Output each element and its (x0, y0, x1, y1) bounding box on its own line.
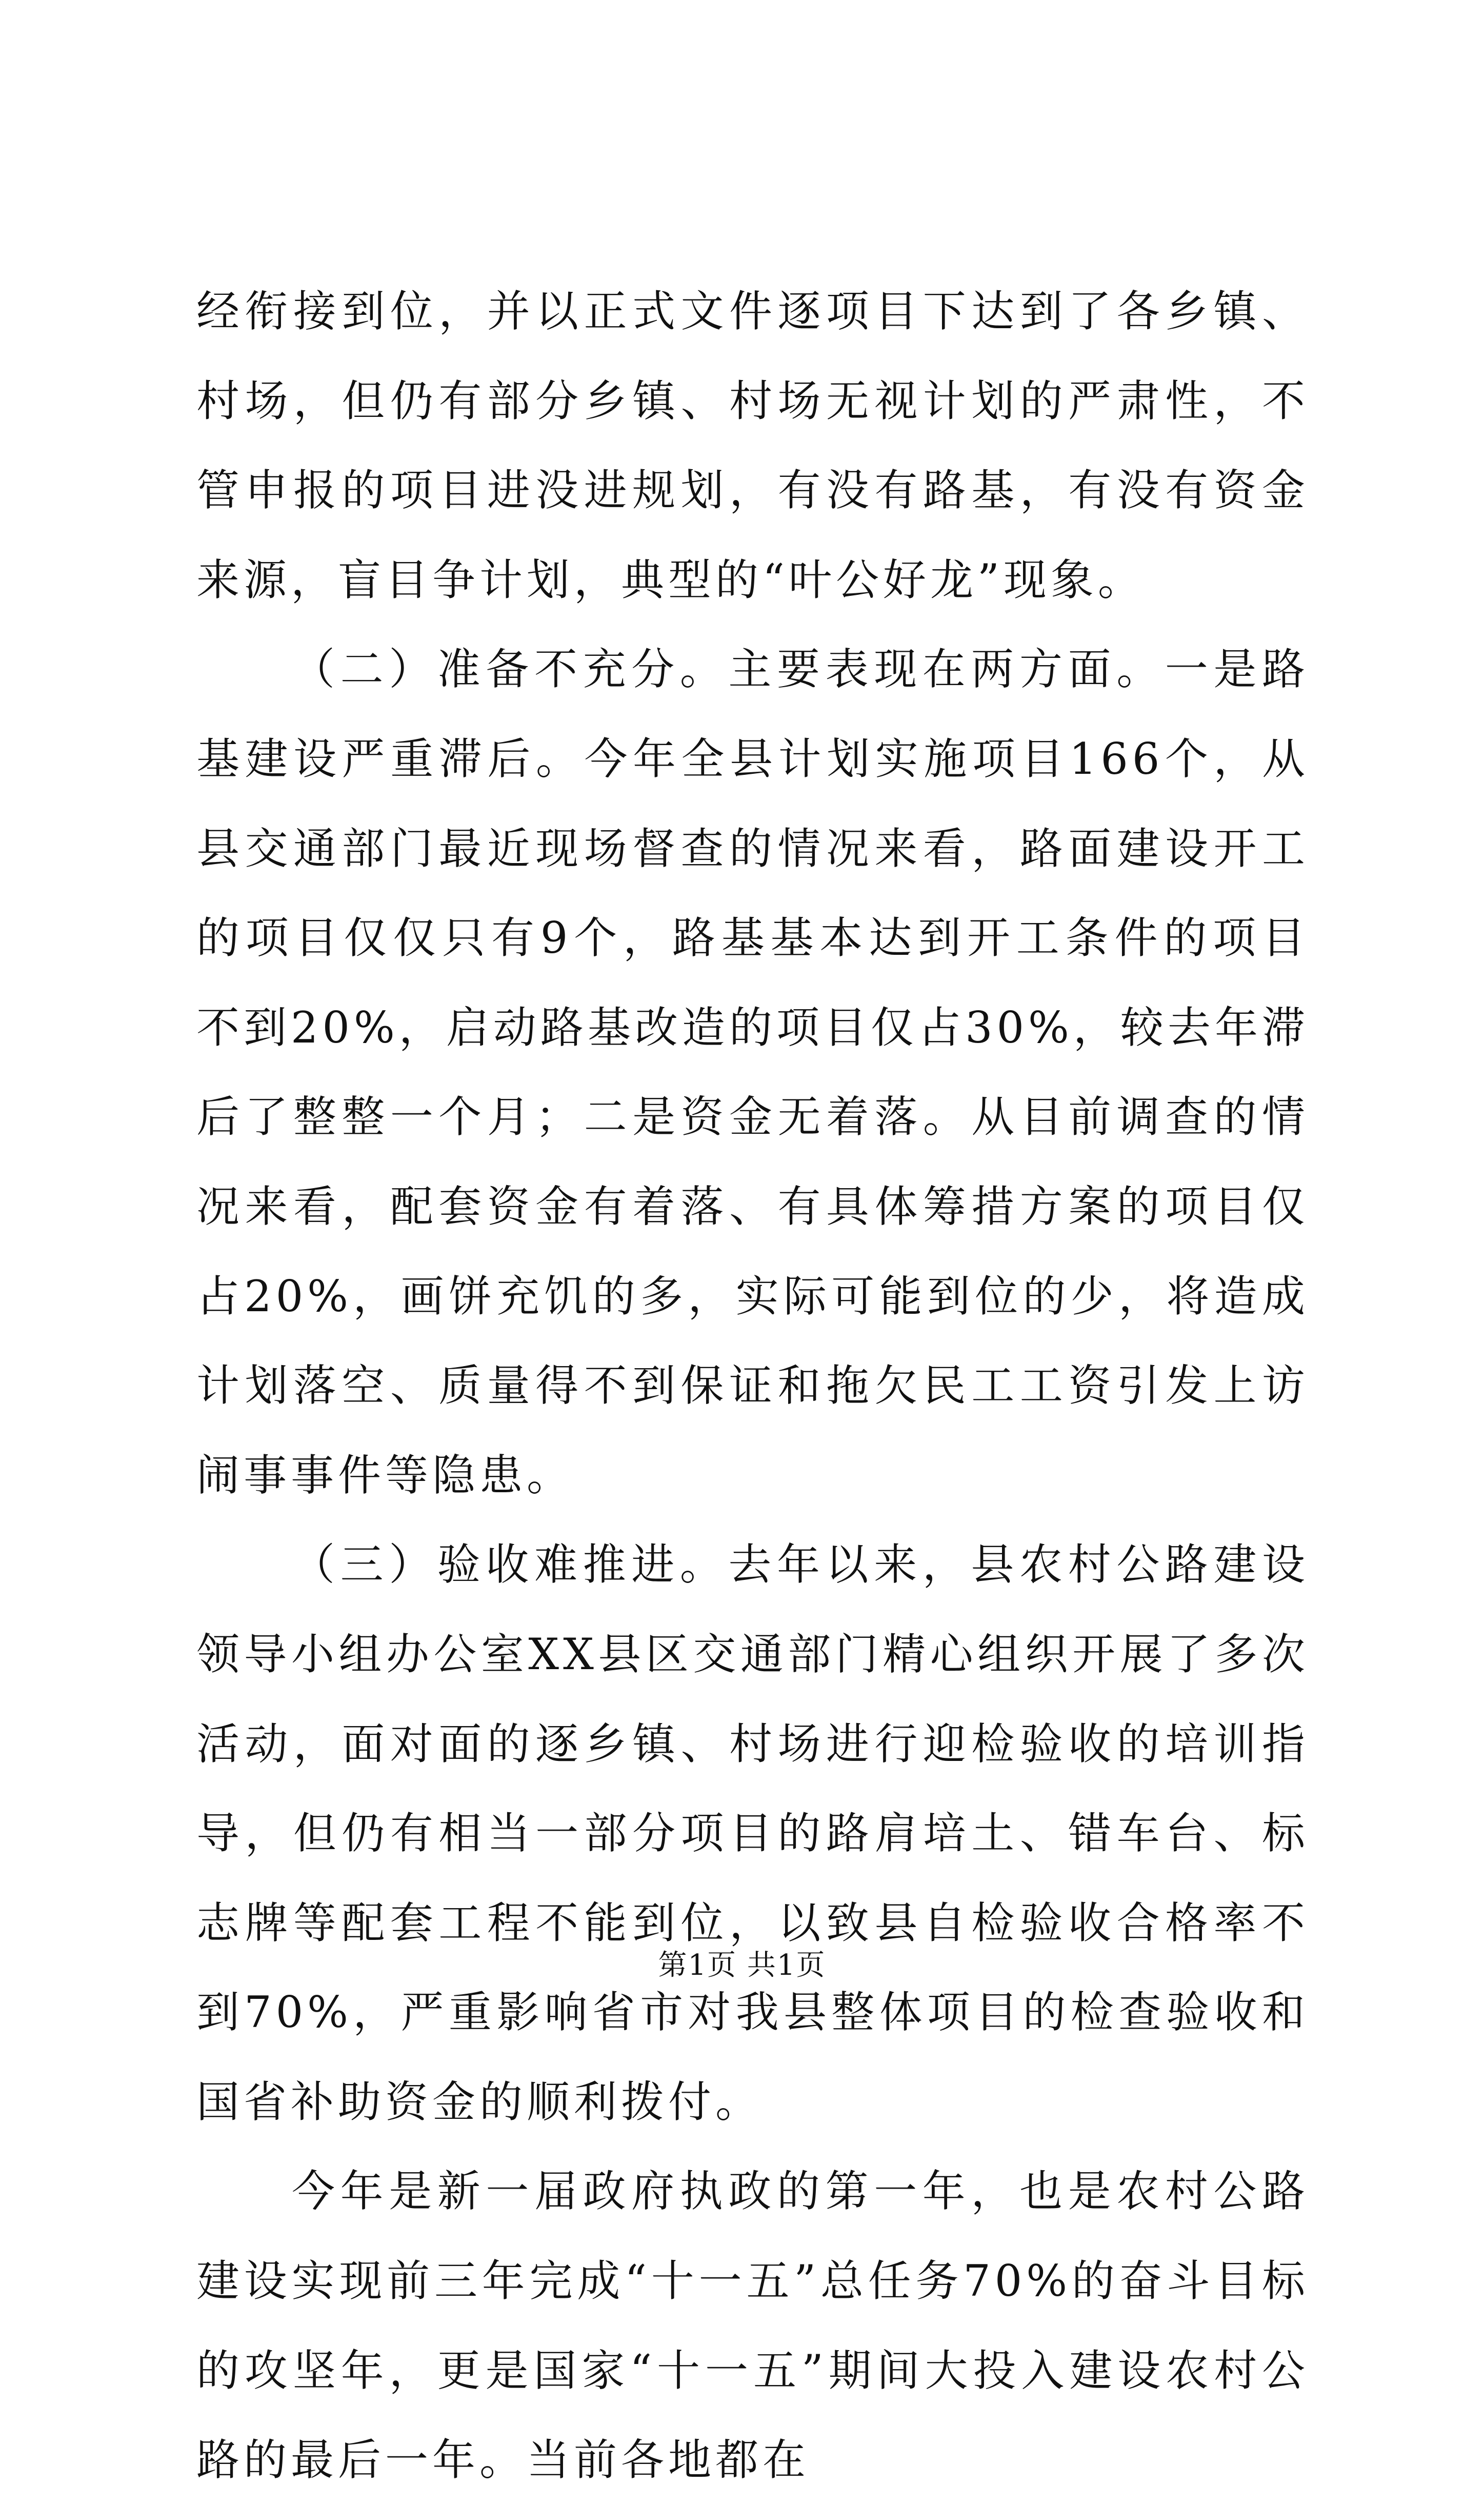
paragraph-acceptance-difficult: （三）验收难推进。去年以来，县农村公路建设领导小组办公室XX县区交通部门精心组织开展了多次活动，面对面的逐乡镇、村场进行迎检验收的培训指导，但仍有相当一部分项目的路肩培土、错车台、标志牌等配套工程不能到位，以致县自检验收合格率不到70%，严重影响省市对我县整体项目的检查验收和国省补助资金的顺利拨付。 (196, 1539, 1309, 2127)
paragraph-preparation-insufficient: （二）准备不充分。主要表现在两方面。一是路基建设严重滞后。今年全县计划实施项目166个，从县交通部门最近现场督查的情况来看，路面建设开工的项目仅仅只有9个，路基基本达到开工条件的项目不到20%，启动路基改造的项目仅占30%，较去年滞后了整整一个月；二是资金无着落。从目前调查的情况来看，配套资金有着落、有具体筹措方案的项目仅占20%，画饼充饥的多，实际可能到位的少，将造成计划落空、质量得不到保证和拖欠民工工资引发上访闹事事件等隐患。 (196, 644, 1309, 1500)
page-footer: 第1页 共1页 (658, 1949, 826, 1982)
paragraph-this-year: 今年是新一届政府执政的第一年，也是农村公路建设实现前三年完成“十一五”总任务70%的奋斗目标的攻坚年，更是国家“十一五”期间大投入建设农村公路的最后一年。当前各地都在 (196, 2166, 1309, 2486)
document-body (196, 267, 1309, 2505)
paragraph-continuation: 经衔接到位，并以正式文件逐项目下达到了各乡镇、村场，但仍有部分乡镇、村场无视计划的严肃性，不管申报的项目进没进规划，有没有路基，有没有资金来源，盲目争计划，典型的“叶公好龙”现象。 (196, 286, 1309, 605)
